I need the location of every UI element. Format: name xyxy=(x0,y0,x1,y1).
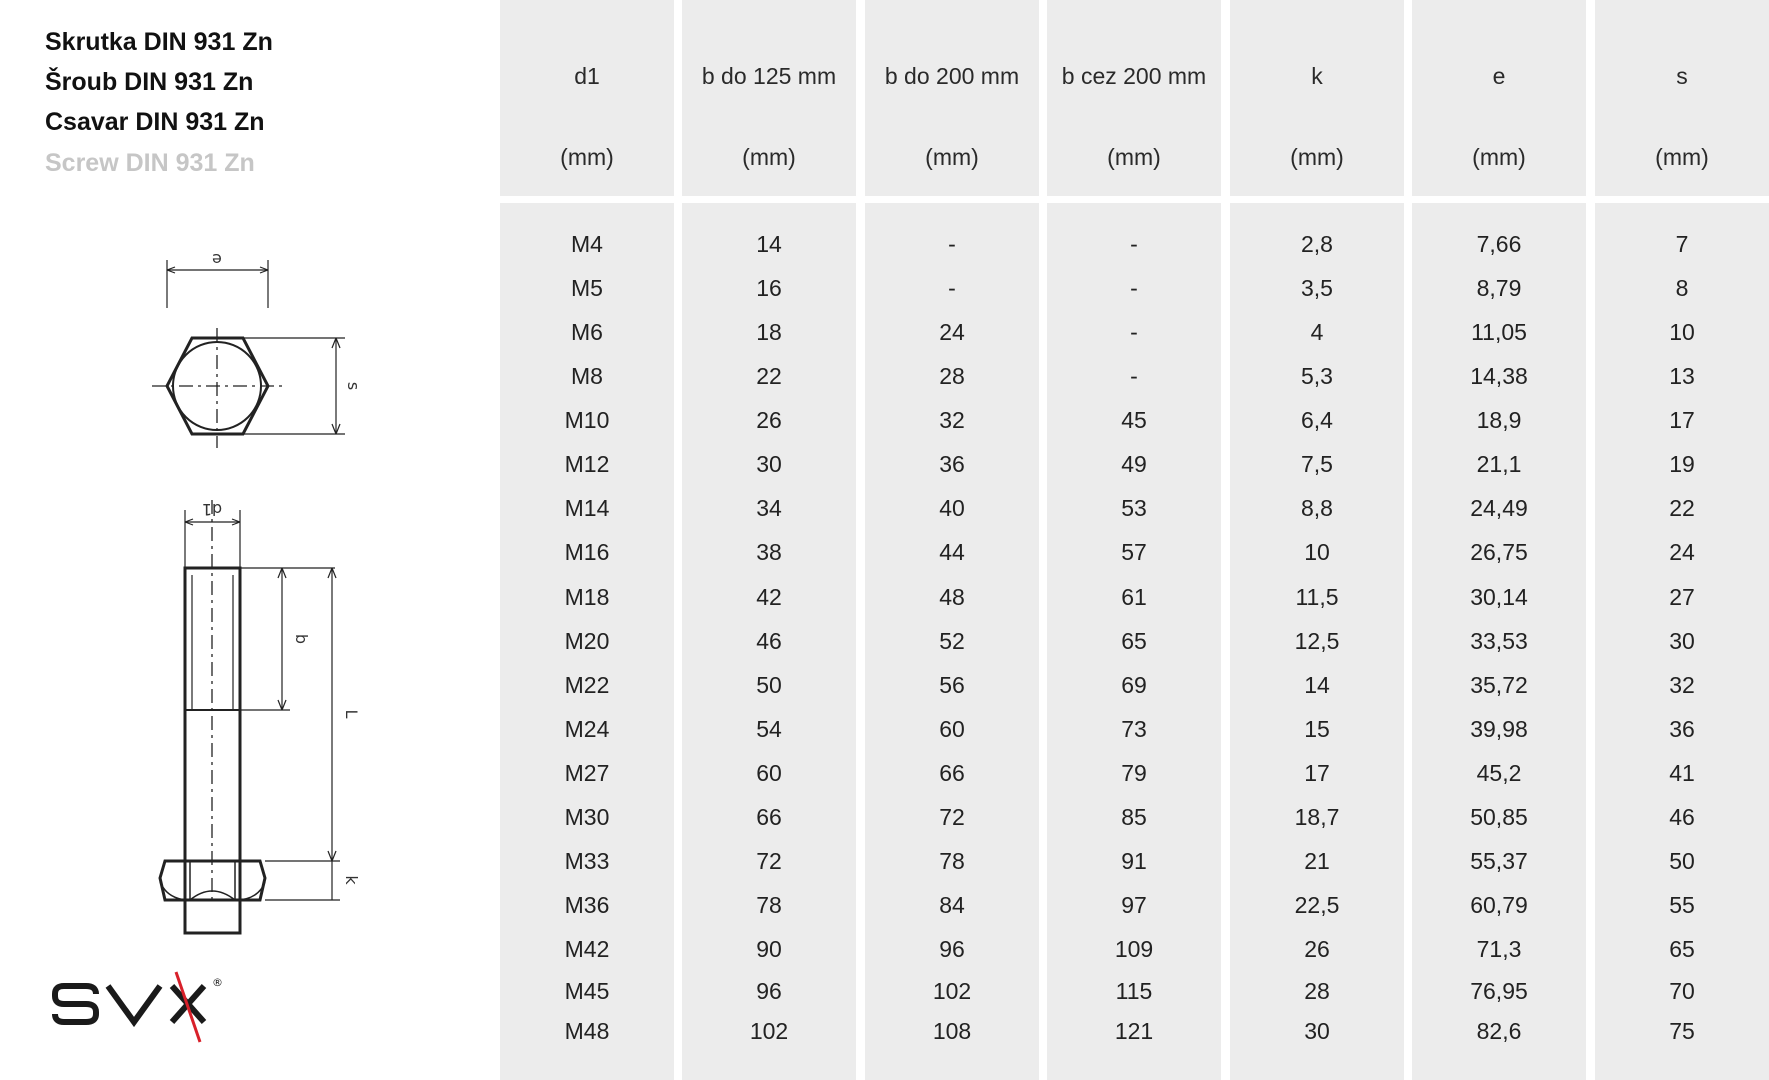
table-column-b-do-125 xyxy=(682,0,856,1080)
table-cell: 45 xyxy=(1121,407,1147,433)
dimension-table xyxy=(500,0,1768,1080)
table-cell: 44 xyxy=(939,539,965,565)
column-header xyxy=(500,0,674,196)
table-cell: - xyxy=(1130,275,1138,301)
table-cell: 65 xyxy=(1669,936,1695,962)
table-cell: 26,75 xyxy=(1470,539,1528,565)
column-header-unit: (mm) xyxy=(1290,144,1344,170)
column-header-unit: (mm) xyxy=(1107,144,1161,170)
title-hungarian: Csavar DIN 931 Zn xyxy=(45,108,265,136)
column-header-unit: (mm) xyxy=(560,144,614,170)
table-cell: 61 xyxy=(1121,584,1147,610)
table-cell: - xyxy=(948,275,956,301)
table-cell: 41 xyxy=(1669,760,1695,786)
table-cell: 66 xyxy=(939,760,965,786)
table-cell: 60 xyxy=(756,760,782,786)
table-cell: 60,79 xyxy=(1470,892,1528,918)
table-cell: 91 xyxy=(1121,848,1147,874)
column-header-unit: (mm) xyxy=(925,144,979,170)
table-cell: M8 xyxy=(571,363,603,389)
table-cell: M22 xyxy=(564,672,610,698)
table-cell: M30 xyxy=(564,804,610,830)
table-cell: 24,49 xyxy=(1470,495,1528,521)
column-header-label: k xyxy=(1311,63,1323,89)
table-cell: 78 xyxy=(756,892,782,918)
table-cell: 121 xyxy=(1114,1018,1154,1044)
table-cell: 14 xyxy=(756,231,782,257)
column-body xyxy=(500,203,674,1080)
column-header-unit: (mm) xyxy=(742,144,796,170)
table-cell: 72 xyxy=(756,848,782,874)
table-cell: 17 xyxy=(1304,760,1330,786)
table-cell: 12,5 xyxy=(1294,628,1340,654)
table-cell: 32 xyxy=(939,407,965,433)
table-cell: 50 xyxy=(756,672,782,698)
table-cell: 27 xyxy=(1669,584,1695,610)
column-header-label: b cez 200 mm xyxy=(1061,63,1207,89)
column-header xyxy=(1047,0,1221,196)
table-cell: 70 xyxy=(1669,978,1695,1004)
table-column-s xyxy=(1595,0,1769,1080)
table-cell: 66 xyxy=(756,804,782,830)
table-cell: 8 xyxy=(1675,275,1689,301)
table-cell: M4 xyxy=(571,231,603,257)
table-cell: 97 xyxy=(1121,892,1147,918)
table-cell: 2,8 xyxy=(1301,231,1333,257)
column-header xyxy=(1595,0,1769,196)
table-cell: M33 xyxy=(564,848,610,874)
column-header-unit: (mm) xyxy=(1655,144,1709,170)
table-cell: 7 xyxy=(1675,231,1689,257)
table-cell: 46 xyxy=(1669,804,1695,830)
dim-label-d1: d1 xyxy=(201,500,223,519)
table-cell: 30 xyxy=(1669,628,1695,654)
table-cell: 18,9 xyxy=(1476,407,1522,433)
table-cell: 10 xyxy=(1304,539,1330,565)
table-cell: 52 xyxy=(939,628,965,654)
table-cell: 7,66 xyxy=(1476,231,1522,257)
table-cell: 109 xyxy=(1114,936,1154,962)
column-body xyxy=(1595,203,1769,1080)
table-cell: 45,2 xyxy=(1476,760,1522,786)
table-column-e xyxy=(1412,0,1586,1080)
table-cell: 6,4 xyxy=(1301,407,1333,433)
table-cell: 84 xyxy=(939,892,965,918)
table-cell: 57 xyxy=(1121,539,1147,565)
table-cell: 50 xyxy=(1669,848,1695,874)
table-cell: M36 xyxy=(564,892,610,918)
column-header-label: b do 125 mm xyxy=(701,63,837,89)
table-cell: 3,5 xyxy=(1301,275,1333,301)
table-cell: M18 xyxy=(564,584,610,610)
dim-label-k: k xyxy=(342,875,361,885)
table-cell: 42 xyxy=(756,584,782,610)
table-column-b-cez-200 xyxy=(1047,0,1221,1080)
table-cell: 5,3 xyxy=(1301,363,1333,389)
column-header xyxy=(865,0,1039,196)
table-cell: 30 xyxy=(1304,1018,1330,1044)
table-cell: 65 xyxy=(1121,628,1147,654)
dim-label-l: L xyxy=(342,709,361,719)
table-cell: 36 xyxy=(939,451,965,477)
table-cell: - xyxy=(1130,319,1138,345)
column-body xyxy=(865,203,1039,1080)
table-cell: 49 xyxy=(1121,451,1147,477)
table-cell: 71,3 xyxy=(1476,936,1522,962)
table-cell: 72 xyxy=(939,804,965,830)
table-column-d1 xyxy=(500,0,674,1080)
table-cell: 24 xyxy=(1669,539,1695,565)
table-cell: 69 xyxy=(1121,672,1147,698)
table-cell: 28 xyxy=(1304,978,1330,1004)
table-cell: 53 xyxy=(1121,495,1147,521)
table-cell: 55 xyxy=(1669,892,1695,918)
table-cell: 18 xyxy=(756,319,782,345)
table-cell: 78 xyxy=(939,848,965,874)
table-cell: 33,53 xyxy=(1470,628,1528,654)
table-cell: M27 xyxy=(564,760,610,786)
table-cell: M16 xyxy=(564,539,610,565)
table-cell: M10 xyxy=(564,407,610,433)
dim-label-s: s xyxy=(344,381,363,391)
table-cell: M12 xyxy=(564,451,610,477)
table-cell: 85 xyxy=(1121,804,1147,830)
table-cell: 26 xyxy=(1304,936,1330,962)
dim-label-e: e xyxy=(212,250,222,269)
table-cell: 76,95 xyxy=(1470,978,1528,1004)
table-cell: 32 xyxy=(1669,672,1695,698)
table-cell: - xyxy=(948,231,956,257)
table-cell: M45 xyxy=(564,978,610,1004)
table-cell: 19 xyxy=(1669,451,1695,477)
table-cell: 50,85 xyxy=(1470,804,1528,830)
table-cell: 22 xyxy=(756,363,782,389)
table-cell: M48 xyxy=(564,1018,610,1044)
table-cell: 79 xyxy=(1121,760,1147,786)
table-cell: 90 xyxy=(756,936,782,962)
table-cell: 96 xyxy=(756,978,782,1004)
table-cell: 17 xyxy=(1669,407,1695,433)
table-cell: M20 xyxy=(564,628,610,654)
title-slovak: Skrutka DIN 931 Zn xyxy=(45,28,273,56)
table-cell: 21 xyxy=(1304,848,1330,874)
table-cell: 26 xyxy=(756,407,782,433)
table-cell: 30,14 xyxy=(1470,584,1528,610)
table-cell: 48 xyxy=(939,584,965,610)
table-cell: 8,8 xyxy=(1301,495,1333,521)
table-cell: 7,5 xyxy=(1301,451,1333,477)
table-cell: 11,5 xyxy=(1295,584,1339,610)
table-cell: 40 xyxy=(939,495,965,521)
table-cell: - xyxy=(1130,231,1138,257)
column-header-label: e xyxy=(1492,63,1506,89)
table-cell: 21,1 xyxy=(1476,451,1522,477)
table-cell: 102 xyxy=(932,978,972,1004)
table-column-k xyxy=(1230,0,1404,1080)
table-cell: 56 xyxy=(939,672,965,698)
registered-mark: ® xyxy=(212,976,223,989)
table-cell: 73 xyxy=(1121,716,1147,742)
table-cell: 38 xyxy=(756,539,782,565)
table-cell: 102 xyxy=(749,1018,789,1044)
table-cell: 14 xyxy=(1304,672,1330,698)
table-cell: 34 xyxy=(756,495,782,521)
table-cell: 4 xyxy=(1310,319,1324,345)
table-cell: 24 xyxy=(939,319,965,345)
table-cell: M24 xyxy=(564,716,610,742)
title-block xyxy=(45,30,273,191)
column-body xyxy=(1230,203,1404,1080)
table-cell: 14,38 xyxy=(1470,363,1528,389)
dim-label-b: b xyxy=(292,633,311,645)
table-cell: 18,7 xyxy=(1294,804,1340,830)
table-cell: 15 xyxy=(1304,716,1330,742)
title-czech: Šroub DIN 931 Zn xyxy=(45,68,254,96)
table-cell: 82,6 xyxy=(1476,1018,1522,1044)
table-cell: M42 xyxy=(564,936,610,962)
column-header-label: s xyxy=(1676,63,1688,89)
column-body xyxy=(1047,203,1221,1080)
title-english: Screw DIN 931 Zn xyxy=(45,149,255,177)
table-cell: 75 xyxy=(1669,1018,1695,1044)
column-body xyxy=(682,203,856,1080)
table-cell: - xyxy=(1130,363,1138,389)
table-cell: 8,79 xyxy=(1476,275,1522,301)
table-cell: 115 xyxy=(1115,978,1153,1004)
table-cell: 55,37 xyxy=(1470,848,1528,874)
column-header xyxy=(682,0,856,196)
table-cell: 96 xyxy=(939,936,965,962)
table-column-b-do-200 xyxy=(865,0,1039,1080)
table-cell: M14 xyxy=(564,495,610,521)
column-body xyxy=(1412,203,1586,1080)
table-cell: 108 xyxy=(932,1018,972,1044)
column-header-unit: (mm) xyxy=(1472,144,1526,170)
column-header-label: d1 xyxy=(574,63,600,89)
table-cell: 36 xyxy=(1669,716,1695,742)
table-cell: 35,72 xyxy=(1470,672,1528,698)
table-cell: 28 xyxy=(939,363,965,389)
table-cell: 39,98 xyxy=(1470,716,1528,742)
table-cell: 22 xyxy=(1669,495,1695,521)
table-cell: 46 xyxy=(756,628,782,654)
svx-logo xyxy=(52,972,222,1042)
table-cell: 60 xyxy=(939,716,965,742)
column-header xyxy=(1230,0,1404,196)
table-cell: 10 xyxy=(1669,319,1695,345)
table-cell: 22,5 xyxy=(1294,892,1340,918)
table-cell: 54 xyxy=(756,716,782,742)
bolt-technical-drawing xyxy=(120,250,380,900)
table-cell: 13 xyxy=(1669,363,1695,389)
table-cell: M6 xyxy=(571,319,603,345)
table-cell: M5 xyxy=(571,275,603,301)
table-cell: 11,05 xyxy=(1471,319,1527,345)
column-header-label: b do 200 mm xyxy=(884,63,1020,89)
table-cell: 16 xyxy=(756,275,782,301)
column-header xyxy=(1412,0,1586,196)
table-cell: 30 xyxy=(756,451,782,477)
